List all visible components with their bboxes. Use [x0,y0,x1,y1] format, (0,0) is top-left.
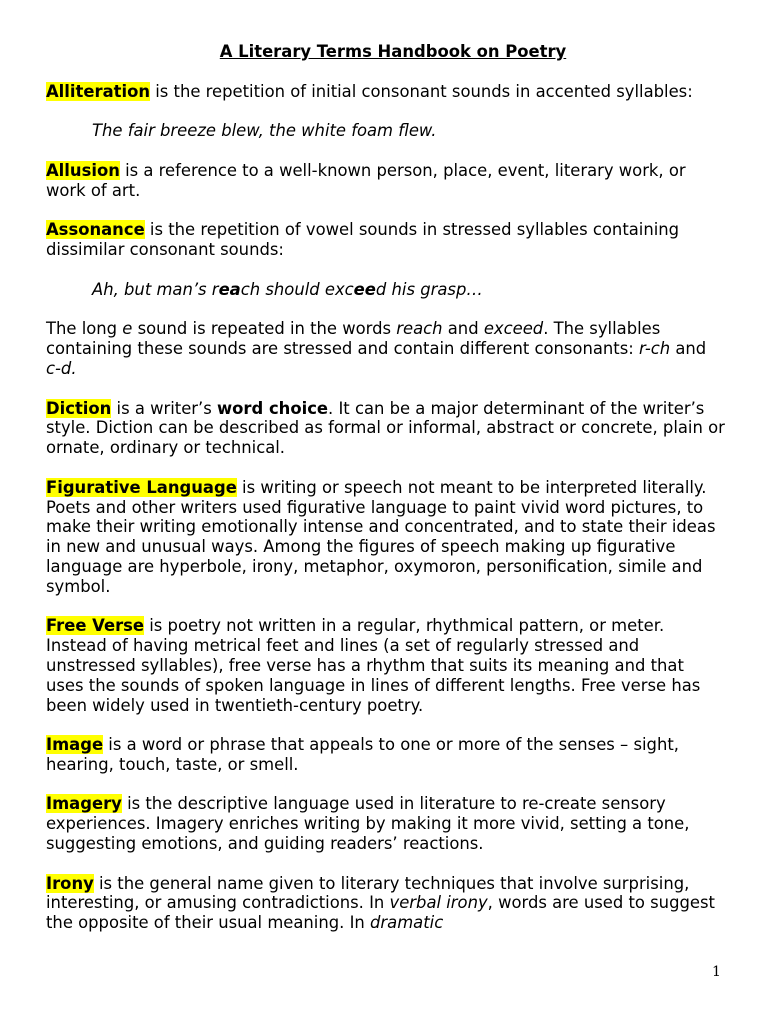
example-assonance-part: d his grasp… [375,279,483,299]
text-run: and [442,319,484,339]
definition-irony: , words are used to suggest the opposite of their usual meaning. In [46,893,715,933]
entry-free-verse [46,616,726,715]
entry-irony [46,874,726,933]
example-assonance-stressed-vowel: ea [218,279,241,299]
term-allusion: Allusion [46,160,120,180]
term-free-verse: Free Verse [46,616,145,636]
example-assonance [92,280,726,300]
entry-image [46,735,726,775]
definition-allusion: is a reference to a well-known person, place, event, literary work, or work of art. [46,160,686,200]
document-page [46,42,726,953]
example-alliteration: The fair breeze blew, the white foam flew. [92,121,437,141]
entry-diction [46,399,726,458]
definition-free-verse: is poetry not written in a regular, rhythmical pattern, or meter. Instead of having metrical feet and lines (a set of regularly stressed and unstressed syllables), free verse has a rhythm that suits its meaning and that uses the sounds of spoken language in lines of different lengths. Free verse has been widely used in twentieth-century poetry. [46,616,701,715]
term-alliteration: Alliteration [46,81,151,101]
text-run-italic: exceed [483,319,544,339]
definition-image: is a word or phrase that appeals to one or more of the senses – sight, hearing, touch, taste, or smell. [46,735,679,774]
definition-irony-italic: dramatic [370,913,444,933]
definition-assonance: is the repetition of vowel sounds in stressed syllables containing dissimilar consonant sounds: [46,220,680,260]
term-diction: Diction [46,398,112,418]
page-number: 1 [712,964,721,980]
text-run-italic: reach [396,319,443,339]
definition-diction: is a writer’s [111,398,218,418]
term-irony: Irony [46,873,94,893]
term-assonance: Assonance [46,220,145,240]
definition-diction: . It can be a major determinant of the writer’s style. Diction can be described as formal or informal, abstract or concrete, plain or ornate, ordinary or technical. [46,398,725,458]
example-assonance-part: Ah, but man’s r [92,279,219,299]
text-run: sound is repeated in the words [132,319,397,339]
page-title: A Literary Terms Handbook on Poetry [219,42,567,61]
term-figurative-language: Figurative Language [46,477,237,497]
entry-assonance [46,220,726,260]
assonance-explanation [46,319,726,378]
entry-figurative-language [46,478,726,597]
text-run-italic: r-ch [638,339,671,359]
term-imagery: Imagery [46,794,122,814]
term-image: Image [46,735,104,755]
entry-imagery [46,794,726,853]
definition-imagery: is the descriptive language used in literature to re-create sensory experiences. Imagery enriches writing by making it more vivid, setting a tone, suggesting emotions, and guiding readers’ reactions. [46,794,690,854]
entry-alliteration [46,82,726,102]
entry-allusion [46,161,726,201]
definition-alliteration: is the repetition of initial consonant sounds in accented syllables: [150,81,693,101]
definition-irony-italic: verbal irony [389,893,488,913]
text-run: The long [46,319,123,339]
definition-irony: is the general name given to literary techniques that involve surprising, interesting, or amusing contradictions. In [46,873,690,913]
definition-diction-bold: word choice [217,398,329,418]
text-run: . The syllables containing these sounds are stressed and contain different consonants: [46,319,661,359]
example-assonance-stressed-vowel: ee [353,279,376,299]
example-assonance-part: ch should exc [240,279,354,299]
definition-figurative-language: is writing or speech not meant to be interpreted literally. Poets and other writers used figurative language to paint vivid word pictures, to make their writing emotionally intense and concentrated, and to state their ideas in new and unusual ways. Among the figures of speech making up figurative language are hyperbole, irony, metaphor, oxymoron, personification, simile and symbol. [46,477,716,596]
text-run: and [670,339,707,359]
text-run-italic: e [122,319,133,339]
text-run-italic: c-d. [46,358,77,378]
